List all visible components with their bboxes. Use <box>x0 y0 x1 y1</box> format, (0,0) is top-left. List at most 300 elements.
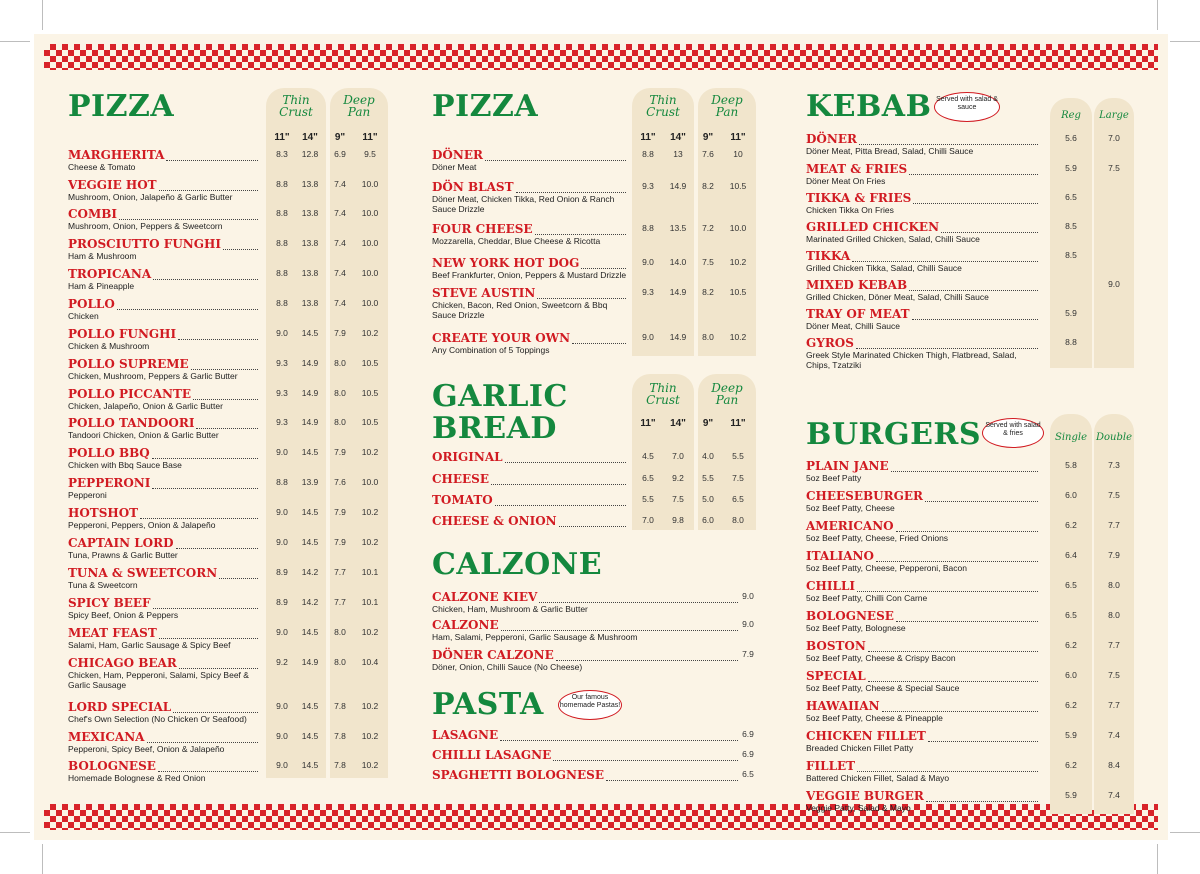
item-price: 14.9 <box>669 287 687 297</box>
item-price: 6.9 <box>742 749 754 759</box>
item-price: 14.2 <box>301 567 319 577</box>
menu-item <box>68 148 390 178</box>
item-price: 7.7 <box>1108 700 1120 710</box>
item-name: STEVE AUSTIN <box>432 286 536 300</box>
item-price: 6.2 <box>1065 520 1077 530</box>
menu-item <box>806 249 1146 279</box>
item-price: 10.2 <box>361 537 379 547</box>
item-description: 5oz Beef Patty <box>806 473 862 483</box>
item-name: POLLO SUPREME <box>68 357 189 371</box>
menu-sheet <box>34 34 1168 840</box>
item-name: TIKKA <box>806 249 851 263</box>
item-price: 9.0 <box>276 731 288 741</box>
item-name: DÖNER <box>432 148 483 162</box>
item-price: 13.5 <box>669 223 687 233</box>
item-price: 13 <box>673 149 683 159</box>
dotted-leader <box>500 738 738 741</box>
item-price: 14.9 <box>301 388 319 398</box>
item-price: 13.8 <box>301 268 319 278</box>
item-price: 8.0 <box>1108 580 1120 590</box>
size-header: 11" <box>640 132 656 143</box>
item-price: 9.3 <box>642 287 654 297</box>
item-name: GYROS <box>806 336 854 350</box>
item-description: Chicken, Jalapeño, Onion & Garlic Butter <box>68 401 223 411</box>
menu-item <box>68 656 390 690</box>
size-header: 14" <box>670 132 686 143</box>
item-price: 7.4 <box>334 298 346 308</box>
item-name: NEW YORK HOT DOG <box>432 256 580 270</box>
pizza-section-left <box>34 34 394 840</box>
item-price: 6.5 <box>742 769 754 779</box>
item-description: 5oz Beef Patty, Cheese, Fried Onions <box>806 533 949 543</box>
item-description: Mushroom, Onion, Jalapeño & Garlic Butter <box>68 192 233 202</box>
item-description: Greek Style Marinated Chicken Thigh, Flatbread, Salad, Chips, Tzatziki <box>806 350 1017 370</box>
item-price: 7.5 <box>732 473 744 483</box>
item-description: Breaded Chicken Fillet Patty <box>806 743 914 753</box>
item-name: ITALIANO <box>806 549 874 563</box>
item-name: POLLO BBQ <box>68 446 150 460</box>
size-header: 9" <box>702 418 714 429</box>
item-description: 5oz Beef Patty, Cheese <box>806 503 895 513</box>
item-price: 7.4 <box>1108 730 1120 740</box>
menu-item <box>68 700 390 730</box>
dotted-leader <box>856 346 1038 349</box>
item-price: 10.5 <box>729 287 747 297</box>
item-price: 14.9 <box>301 358 319 368</box>
dotted-leader <box>119 217 258 220</box>
item-name: TIKKA & FRIES <box>806 191 912 205</box>
item-description: Pepperoni <box>68 490 107 500</box>
dotted-leader <box>857 769 1038 772</box>
item-price: 10.0 <box>361 238 379 248</box>
item-name: MEXICANA <box>68 730 145 744</box>
dotted-leader <box>913 201 1038 204</box>
item-price: 7.0 <box>1108 133 1120 143</box>
item-description: Ham & Pineapple <box>68 281 135 291</box>
item-price: 10 <box>733 149 743 159</box>
item-description: Salami, Ham, Garlic Sausage & Spicy Beef <box>68 640 231 650</box>
item-price: 8.8 <box>642 149 654 159</box>
item-price: 7.0 <box>642 515 654 525</box>
item-name: MARGHERITA <box>68 148 165 162</box>
item-name: CALZONE <box>432 618 499 632</box>
item-price: 7.9 <box>334 537 346 547</box>
menu-item <box>432 648 762 678</box>
item-description: 5oz Beef Patty, Cheese & Special Sauce <box>806 683 960 693</box>
item-name: SPAGHETTI BOLOGNESE <box>432 768 604 782</box>
dotted-leader <box>140 516 258 519</box>
dotted-leader <box>193 397 258 400</box>
item-description: Marinated Grilled Chicken, Salad, Chilli Sauce <box>806 234 980 244</box>
item-price: 9.0 <box>276 537 288 547</box>
section-title: PIZZA <box>432 89 539 124</box>
dotted-leader <box>882 709 1038 712</box>
item-name: POLLO TANDOORI <box>68 416 195 430</box>
item-price: 7.3 <box>1108 460 1120 470</box>
item-price: 8.0 <box>334 358 346 368</box>
item-name: FOUR CHEESE <box>432 222 533 236</box>
item-price: 6.2 <box>1065 700 1077 710</box>
dotted-leader <box>537 296 626 299</box>
item-price: 7.7 <box>1108 640 1120 650</box>
item-price: 10.2 <box>361 328 379 338</box>
dotted-leader <box>159 188 258 191</box>
dotted-leader <box>495 503 626 506</box>
crop-mark <box>1157 0 1158 30</box>
item-name: PLAIN JANE <box>806 459 889 473</box>
item-price: 10.1 <box>361 567 379 577</box>
item-price: 14.5 <box>301 701 319 711</box>
menu-item <box>806 307 1146 337</box>
item-price: 14.5 <box>301 328 319 338</box>
menu-item <box>68 596 390 626</box>
item-price: 9.0 <box>276 328 288 338</box>
item-name: POLLO PICCANTE <box>68 387 192 401</box>
menu-item <box>68 446 390 476</box>
pizza-section-mid <box>432 34 762 364</box>
dotted-leader <box>191 367 258 370</box>
item-name: BOLOGNESE <box>806 609 894 623</box>
item-price: 13.8 <box>301 298 319 308</box>
item-price: 9.3 <box>276 358 288 368</box>
dotted-leader <box>535 232 626 235</box>
item-price: 8.2 <box>702 181 714 191</box>
item-price: 6.5 <box>642 473 654 483</box>
item-price: 10.0 <box>361 208 379 218</box>
dotted-leader <box>896 619 1038 622</box>
item-price: 14.9 <box>669 332 687 342</box>
dotted-leader <box>176 546 259 549</box>
item-price: 9.2 <box>672 473 684 483</box>
item-price: 10.2 <box>361 731 379 741</box>
thin-crust-header: Thin Crust <box>646 93 680 119</box>
item-price: 10.1 <box>361 597 379 607</box>
item-price: 14.5 <box>301 627 319 637</box>
menu-item <box>68 566 390 596</box>
item-price: 14.9 <box>301 417 319 427</box>
dotted-leader <box>859 142 1038 145</box>
size-header: 9" <box>334 132 346 143</box>
item-name: COMBI <box>68 207 118 221</box>
menu-item <box>806 579 1146 609</box>
menu-item <box>806 609 1146 639</box>
item-price: 6.9 <box>334 149 346 159</box>
dotted-leader <box>852 259 1038 262</box>
item-price: 8.9 <box>276 597 288 607</box>
item-description: Beef Frankfurter, Onion, Peppers & Mustard Drizzle <box>432 270 627 280</box>
menu-item <box>806 639 1146 669</box>
item-price: 7.9 <box>334 447 346 457</box>
dotted-leader <box>909 172 1038 175</box>
item-name: PEPPERONI <box>68 476 151 490</box>
item-name: VEGGIE BURGER <box>806 789 924 803</box>
dotted-leader <box>166 158 258 161</box>
item-price: 9.0 <box>1108 279 1120 289</box>
crop-mark <box>42 844 43 874</box>
item-price: 8.2 <box>702 287 714 297</box>
item-name: DÖN BLAST <box>432 180 514 194</box>
item-description: Tandoori Chicken, Onion & Garlic Butter <box>68 430 219 440</box>
menu-item <box>806 220 1146 250</box>
menu-item <box>68 730 390 760</box>
item-name: CALZONE KIEV <box>432 590 538 604</box>
item-name: LORD SPECIAL <box>68 700 172 714</box>
item-description: Döner Meat <box>432 162 477 172</box>
item-price: 6.0 <box>1065 670 1077 680</box>
item-name: SPICY BEEF <box>68 596 151 610</box>
menu-item <box>806 519 1146 549</box>
item-price: 10.2 <box>729 332 747 342</box>
item-description: Any Combination of 5 Toppings <box>432 345 550 355</box>
item-name: FILLET <box>806 759 856 773</box>
dotted-leader <box>219 576 258 579</box>
crop-mark <box>42 0 43 30</box>
menu-item <box>432 768 762 798</box>
item-name: CHEESE <box>432 472 489 486</box>
size-header: 11" <box>274 132 290 143</box>
item-price: 7.9 <box>334 507 346 517</box>
item-price: 7.0 <box>672 451 684 461</box>
item-description: Veggie Patty, Salad & Mayo <box>806 803 911 813</box>
section-title-line2: BREAD <box>432 411 557 446</box>
pasta-section <box>432 684 762 784</box>
item-price: 8.8 <box>276 298 288 308</box>
item-price: 9.0 <box>276 507 288 517</box>
item-description: Döner Meat, Pitta Bread, Salad, Chilli Sauce <box>806 146 974 156</box>
dotted-leader <box>516 190 627 193</box>
item-price: 7.9 <box>334 328 346 338</box>
size-header: 11" <box>730 132 746 143</box>
item-price: 9.0 <box>276 701 288 711</box>
item-price: 7.2 <box>702 223 714 233</box>
item-price: 5.9 <box>1065 730 1077 740</box>
item-name: TROPICANA <box>68 267 152 281</box>
item-price: 8.0 <box>1108 610 1120 620</box>
item-price: 10.2 <box>361 447 379 457</box>
item-price: 9.3 <box>276 388 288 398</box>
dotted-leader <box>925 499 1038 502</box>
item-price: 7.4 <box>334 179 346 189</box>
menu-item <box>432 618 762 648</box>
item-name: MIXED KEBAB <box>806 278 908 292</box>
item-price: 6.5 <box>1065 610 1077 620</box>
item-name: CHICAGO BEAR <box>68 656 177 670</box>
size-header: 14" <box>670 418 686 429</box>
menu-item <box>432 180 762 214</box>
size-header: 9" <box>702 132 714 143</box>
dotted-leader <box>941 230 1038 233</box>
item-price: 6.9 <box>742 729 754 739</box>
item-price: 13.9 <box>301 477 319 487</box>
item-price: 8.8 <box>642 223 654 233</box>
section-title: PIZZA <box>68 89 175 124</box>
item-name: PROSCIUTTO FUNGHI <box>68 237 221 251</box>
menu-item <box>432 222 762 252</box>
item-name: TRAY OF MEAT <box>806 307 910 321</box>
item-price: 14.2 <box>301 597 319 607</box>
item-price: 9.0 <box>742 619 754 629</box>
item-price: 8.8 <box>276 208 288 218</box>
item-price: 8.8 <box>276 477 288 487</box>
kebab-section <box>806 34 1146 374</box>
item-name: BOLOGNESE <box>68 759 156 773</box>
item-price: 7.7 <box>334 567 346 577</box>
crop-mark <box>1170 832 1200 833</box>
item-price: 14.5 <box>301 731 319 741</box>
dotted-leader <box>572 341 626 344</box>
item-description: 5oz Beef Patty, Cheese & Pineapple <box>806 713 943 723</box>
item-price: 8.5 <box>1065 221 1077 231</box>
item-price: 10.5 <box>361 417 379 427</box>
dotted-leader <box>178 337 258 340</box>
item-price: 9.8 <box>672 515 684 525</box>
item-description: Pepperoni, Peppers, Onion & Jalapeño <box>68 520 216 530</box>
item-description: Döner, Onion, Chilli Sauce (No Cheese) <box>432 662 583 672</box>
item-price: 8.0 <box>334 417 346 427</box>
item-name: MEAT & FRIES <box>806 162 908 176</box>
item-price: 7.5 <box>1108 670 1120 680</box>
dotted-leader <box>117 307 258 310</box>
dotted-leader <box>868 649 1038 652</box>
dotted-leader <box>553 758 738 761</box>
dotted-leader <box>505 460 626 463</box>
size-header: 14" <box>302 132 318 143</box>
calzone-section <box>432 544 762 684</box>
menu-item <box>68 267 390 297</box>
menu-item <box>806 132 1146 162</box>
item-name: AMERICANO <box>806 519 894 533</box>
menu-item <box>806 459 1146 489</box>
menu-item <box>68 207 390 237</box>
item-price: 7.4 <box>334 268 346 278</box>
item-price: 4.5 <box>642 451 654 461</box>
deep-pan-header: Deep Pan <box>711 93 743 119</box>
thin-crust-header: Thin Crust <box>279 93 313 119</box>
item-price: 9.2 <box>276 657 288 667</box>
size-header: 11" <box>640 418 656 429</box>
item-price: 5.6 <box>1065 133 1077 143</box>
dotted-leader <box>179 666 258 669</box>
section-title: BURGERS <box>806 417 982 452</box>
item-name: POLLO <box>68 297 115 311</box>
item-name: POLLO FUNGHI <box>68 327 177 341</box>
item-description: 5oz Beef Patty, Cheese & Crispy Bacon <box>806 653 956 663</box>
item-price: 5.0 <box>702 494 714 504</box>
section-title-line1: GARLIC <box>432 379 568 414</box>
menu-item <box>68 476 390 506</box>
item-price: 10.0 <box>361 477 379 487</box>
item-price: 9.0 <box>276 447 288 457</box>
item-price: 7.8 <box>334 731 346 741</box>
menu-item <box>432 590 762 620</box>
item-price: 4.0 <box>702 451 714 461</box>
item-name: TOMATO <box>432 493 493 507</box>
large-header: Large <box>1099 110 1129 121</box>
item-price: 14.5 <box>301 447 319 457</box>
item-price: 14.9 <box>301 657 319 667</box>
dotted-leader <box>928 739 1038 742</box>
item-name: TUNA & SWEETCORN <box>68 566 218 580</box>
menu-item <box>806 669 1146 699</box>
crop-mark <box>1170 41 1200 42</box>
menu-item <box>806 489 1146 519</box>
menu-item <box>68 506 390 536</box>
item-price: 10.2 <box>729 257 747 267</box>
dotted-leader <box>539 600 738 603</box>
item-price: 9.0 <box>642 332 654 342</box>
item-description: Homemade Bolognese & Red Onion <box>68 773 206 783</box>
item-price: 5.5 <box>642 494 654 504</box>
menu-item <box>432 331 762 361</box>
item-description: Cheese & Tomato <box>68 162 136 172</box>
item-description: Chicken with Bbq Sauce Base <box>68 460 182 470</box>
item-name: CHEESEBURGER <box>806 489 923 503</box>
item-price: 7.9 <box>1108 550 1120 560</box>
item-description: Döner Meat, Chicken Tikka, Red Onion & Ranch Sauce Drizzle <box>432 194 615 214</box>
single-header: Single <box>1054 432 1087 443</box>
item-price: 6.5 <box>1065 580 1077 590</box>
dotted-leader <box>912 317 1038 320</box>
menu-item <box>806 278 1146 308</box>
item-price: 8.8 <box>276 179 288 189</box>
item-price: 12.8 <box>301 149 319 159</box>
item-description: Chicken, Ham, Pepperoni, Salami, Spicy Beef & Garlic Sausage <box>68 670 249 690</box>
item-price: 14.9 <box>669 181 687 191</box>
dotted-leader <box>158 769 258 772</box>
item-price: 10.0 <box>361 179 379 189</box>
crop-mark <box>0 41 30 42</box>
dotted-leader <box>196 426 258 429</box>
item-description: Grilled Chicken Tikka, Salad, Chilli Sauce <box>806 263 962 273</box>
dotted-leader <box>153 277 258 280</box>
dotted-leader <box>485 158 626 161</box>
item-price: 7.5 <box>672 494 684 504</box>
item-price: 9.3 <box>642 181 654 191</box>
dotted-leader <box>491 482 626 485</box>
kebab-badge: Served with salad & sauce <box>934 92 1000 122</box>
item-price: 7.4 <box>334 238 346 248</box>
item-description: Chicken, Mushroom, Peppers & Garlic Butter <box>68 371 238 381</box>
menu-item <box>68 178 390 208</box>
menu-item <box>806 699 1146 729</box>
item-price: 7.8 <box>334 760 346 770</box>
item-price: 9.5 <box>364 149 376 159</box>
item-price: 8.5 <box>1065 250 1077 260</box>
item-price: 9.3 <box>276 417 288 427</box>
item-price: 5.8 <box>1065 460 1077 470</box>
menu-item <box>432 514 762 544</box>
garlic-bread-section <box>432 374 762 534</box>
item-price: 6.2 <box>1065 760 1077 770</box>
item-price: 14.5 <box>301 507 319 517</box>
dotted-leader <box>896 529 1038 532</box>
menu-item <box>68 387 390 417</box>
item-name: SPECIAL <box>806 669 866 683</box>
item-price: 6.4 <box>1065 550 1077 560</box>
item-price: 8.0 <box>334 388 346 398</box>
item-name: DÖNER CALZONE <box>432 648 554 662</box>
item-name: VEGGIE HOT <box>68 178 157 192</box>
dotted-leader <box>857 589 1038 592</box>
menu-item <box>806 191 1146 221</box>
item-price: 8.8 <box>276 268 288 278</box>
dotted-leader <box>868 679 1038 682</box>
item-description: Pepperoni, Spicy Beef, Onion & Jalapeño <box>68 744 225 754</box>
item-price: 10.2 <box>361 701 379 711</box>
dotted-leader <box>909 288 1038 291</box>
menu-item <box>432 286 762 320</box>
item-price: 9.0 <box>642 257 654 267</box>
